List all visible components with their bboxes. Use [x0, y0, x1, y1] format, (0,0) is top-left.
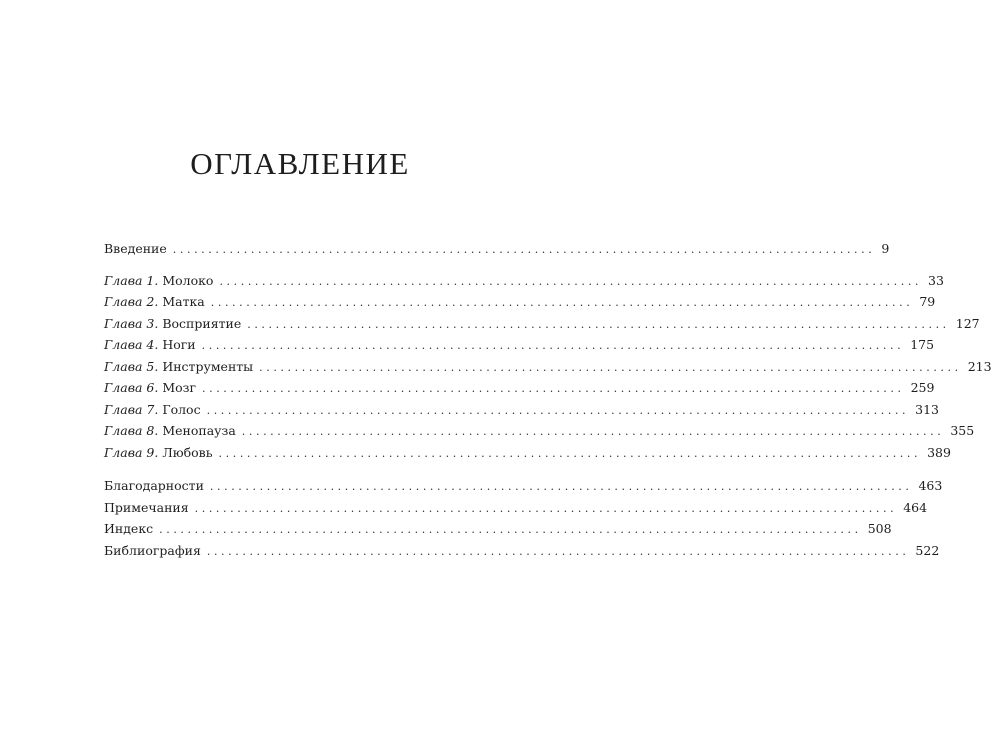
dot-leader: ................................................................................................... — [210, 296, 914, 309]
section-spacer — [104, 260, 477, 270]
toc-page-number: 389 — [927, 444, 951, 460]
table-of-contents — [104, 238, 992, 561]
toc-entry-chapter-5[interactable] — [104, 356, 992, 378]
toc-page-number: 9 — [881, 241, 890, 256]
dot-leader: ................................................................................................... — [206, 544, 910, 558]
dot-leader: ................................................................................................... — [219, 274, 923, 288]
toc-page-number: 175 — [910, 337, 935, 352]
chapter-title: Менопауза — [162, 423, 236, 438]
toc-entry-label — [104, 356, 259, 378]
toc-entry-label — [104, 442, 219, 464]
chapter-title: Ноги — [162, 337, 196, 352]
dot-leader: ................................................................................................... — [159, 523, 862, 536]
chapter-title: Восприятие — [162, 315, 242, 331]
toc-page-number: 464 — [903, 499, 928, 515]
chapter-title: Молоко — [162, 272, 214, 288]
toc-entry-label — [104, 291, 211, 313]
toc-page-number: 259 — [910, 380, 935, 395]
chapter-title: Инструменты — [162, 358, 254, 374]
toc-entry-acknowledgements[interactable] — [104, 475, 943, 497]
toc-entry-chapter-2[interactable] — [104, 291, 936, 313]
chapter-prefix: Глава 1. — [104, 272, 159, 288]
toc-entry-chapter-4[interactable] — [104, 334, 935, 356]
toc-entry-bibliography[interactable] — [104, 540, 940, 562]
toc-entry-intro[interactable] — [104, 238, 890, 260]
toc-entry-chapter-8[interactable] — [104, 420, 975, 442]
toc-entry-label: Примечания — [104, 499, 189, 515]
toc-entry-label — [104, 399, 207, 421]
toc-page-number: 313 — [915, 401, 940, 417]
toc-entry-label: Библиография — [104, 542, 201, 558]
chapter-title: Любовь — [162, 444, 213, 460]
toc-page-number: 127 — [955, 315, 980, 331]
toc-entry-chapter-9[interactable] — [104, 442, 951, 464]
chapter-prefix: Глава 4. — [104, 337, 159, 352]
toc-entry-label: Благодарности — [104, 478, 204, 493]
toc-entry-label — [104, 334, 202, 356]
chapter-title: Мозг — [162, 380, 197, 395]
toc-entry-notes[interactable] — [104, 497, 928, 519]
chapter-title: Матка — [162, 294, 205, 309]
toc-page-number: 355 — [950, 423, 975, 438]
dot-leader: ................................................................................................... — [202, 382, 905, 395]
toc-entry-chapter-3[interactable] — [104, 313, 980, 335]
dot-leader: ................................................................................................... — [259, 360, 962, 374]
chapter-prefix: Глава 3. — [104, 315, 159, 331]
toc-entry-label — [104, 313, 247, 335]
chapter-prefix: Глава 7. — [104, 401, 159, 417]
toc-entry-chapter-7[interactable] — [104, 399, 940, 421]
toc-page-number: 463 — [918, 478, 943, 493]
toc-page-number: 33 — [928, 272, 944, 288]
toc-entry-label: Индекс — [104, 521, 154, 536]
chapter-prefix: Глава 6. — [104, 380, 159, 395]
dot-leader: ................................................................................................... — [209, 480, 913, 493]
toc-entry-index[interactable] — [104, 518, 892, 540]
toc-entry-label — [104, 270, 219, 292]
toc-entry-chapter-6[interactable] — [104, 377, 935, 399]
dot-leader: ................................................................................................... — [201, 339, 905, 352]
toc-page-number: 508 — [867, 521, 892, 536]
page-title: ОГЛАВЛЕНИЕ — [190, 146, 410, 181]
toc-entry-chapter-1[interactable] — [104, 270, 944, 292]
chapter-title: Голос — [162, 401, 201, 417]
chapter-prefix: Глава 8. — [104, 423, 159, 438]
dot-leader: ................................................................................................... — [241, 425, 945, 438]
dot-leader: ................................................................................................... — [247, 317, 950, 331]
toc-entry-label: Введение — [104, 241, 167, 256]
toc-page-number: 79 — [919, 294, 936, 309]
section-spacer — [104, 463, 477, 475]
toc-entry-label — [104, 420, 242, 442]
toc-entry-label — [104, 377, 202, 399]
dot-leader: ................................................................................................... — [218, 446, 922, 460]
chapter-prefix: Глава 2. — [104, 294, 159, 309]
dot-leader: ................................................................................................... — [194, 501, 898, 515]
chapter-prefix: Глава 5. — [104, 358, 159, 374]
toc-page-number: 522 — [915, 542, 940, 558]
chapter-prefix: Глава 9. — [104, 444, 159, 460]
dot-leader: ................................................................................................... — [206, 403, 910, 417]
dot-leader: ................................................................................................... — [172, 243, 876, 256]
toc-page-number: 213 — [967, 358, 992, 374]
